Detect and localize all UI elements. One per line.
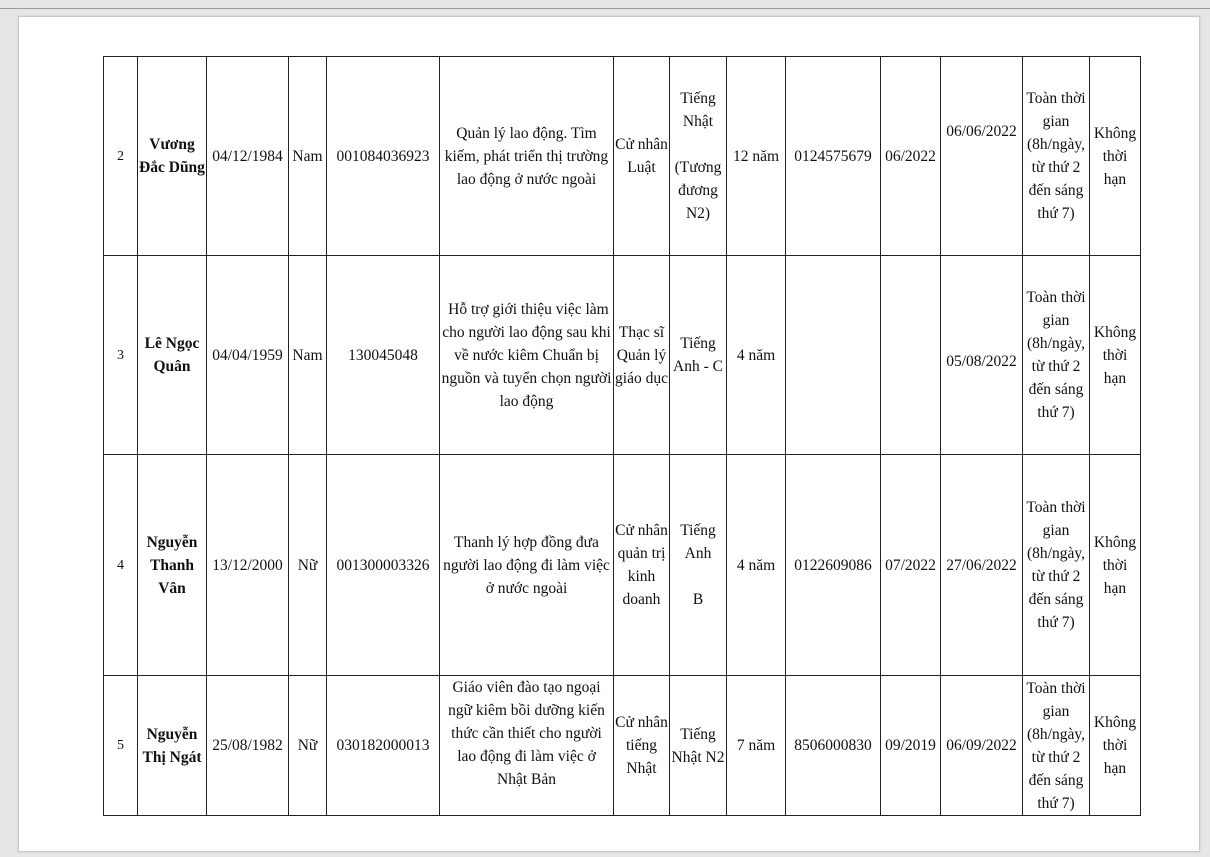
experience: 12 năm [727, 57, 786, 256]
date-of-birth: 25/08/1982 [207, 676, 289, 816]
row-number: 4 [104, 455, 138, 676]
contract-type: Không thời hạn [1090, 676, 1141, 816]
work-time: Toàn thời gian (8h/ngày, từ thứ 2 đến sáng thứ 7) [1023, 455, 1090, 676]
document-page [18, 16, 1200, 852]
insurance-number: 0122609086 [786, 455, 881, 676]
job-description: Hỗ trợ giới thiệu việc làm cho người lao động sau khi về nước kiêm Chuẩn bị nguồn và tuyển chọn người lao động [440, 256, 614, 455]
row-number: 5 [104, 676, 138, 816]
table-row [104, 256, 1141, 455]
row-number: 3 [104, 256, 138, 455]
insurance-number: 0124575679 [786, 57, 881, 256]
job-description: Giáo viên đào tạo ngoại ngữ kiêm bồi dưỡng kiến thức cần thiết cho người lao động đi làm việc ở Nhật Bản [440, 676, 614, 816]
work-time: Toàn thời gian (8h/ngày, từ thứ 2 đến sáng thứ 7) [1023, 57, 1090, 256]
employee-name: Nguyễn Thanh Vân [138, 455, 207, 676]
date-of-birth: 04/12/1984 [207, 57, 289, 256]
language-level [670, 455, 727, 676]
row-number: 2 [104, 57, 138, 256]
insurance-date: 07/2022 [881, 455, 941, 676]
id-number: 130045048 [327, 256, 440, 455]
employee-table [103, 56, 1141, 816]
job-description: Thanh lý hợp đồng đưa người lao động đi làm việc ở nước ngoài [440, 455, 614, 676]
gender: Nữ [289, 455, 327, 676]
degree: Thạc sĩ Quản lý giáo dục [614, 256, 670, 455]
viewer-top-border [0, 8, 1210, 9]
language-level: Tiếng Nhật N2 [670, 676, 727, 816]
insurance-date: 06/2022 [881, 57, 941, 256]
gender: Nam [289, 57, 327, 256]
insurance-date: 09/2019 [881, 676, 941, 816]
experience: 4 năm [727, 256, 786, 455]
degree: Cử nhân Luật [614, 57, 670, 256]
id-number: 001300003326 [327, 455, 440, 676]
insurance-date [881, 256, 941, 455]
id-number: 001084036923 [327, 57, 440, 256]
employee-name: Nguyễn Thị Ngát [138, 676, 207, 816]
experience: 4 năm [727, 455, 786, 676]
gender: Nam [289, 256, 327, 455]
language-level [670, 57, 727, 256]
language-spacer [671, 133, 725, 156]
language-grade: B [692, 591, 704, 608]
start-date: 06/09/2022 [941, 676, 1023, 816]
insurance-number [786, 256, 881, 455]
experience: 7 năm [727, 676, 786, 816]
employee-name: Lê Ngọc Quân [138, 256, 207, 455]
work-time: Toàn thời gian (8h/ngày, từ thứ 2 đến sáng thứ 7) [1023, 676, 1090, 816]
start-date: 27/06/2022 [941, 455, 1023, 676]
insurance-number: 8506000830 [786, 676, 881, 816]
table-row [104, 57, 1141, 256]
language-spacer [671, 565, 725, 588]
language-name: Tiếng Nhật [680, 90, 716, 130]
date-of-birth: 13/12/2000 [207, 455, 289, 676]
contract-type: Không thời hạn [1090, 256, 1141, 455]
table-row [104, 455, 1141, 676]
language-level: Tiếng Anh - C [670, 256, 727, 455]
id-number: 030182000013 [327, 676, 440, 816]
employee-name: Vương Đắc Dũng [138, 57, 207, 256]
gender: Nữ [289, 676, 327, 816]
work-time: Toàn thời gian (8h/ngày, từ thứ 2 đến sáng thứ 7) [1023, 256, 1090, 455]
table-row [104, 676, 1141, 816]
start-date: 05/08/2022 [941, 256, 1023, 455]
contract-type: Không thời hạn [1090, 57, 1141, 256]
degree: Cử nhân tiếng Nhật [614, 676, 670, 816]
language-name: Tiếng Anh [680, 522, 716, 562]
degree: Cử nhân quản trị kinh doanh [614, 455, 670, 676]
contract-type: Không thời hạn [1090, 455, 1141, 676]
date-of-birth: 04/04/1959 [207, 256, 289, 455]
job-description: Quản lý lao động. Tìm kiếm, phát triển thị trường lao động ở nước ngoài [440, 57, 614, 256]
language-equivalent: (Tương đương N2) [674, 159, 722, 222]
start-date: 06/06/2022 [941, 57, 1023, 256]
